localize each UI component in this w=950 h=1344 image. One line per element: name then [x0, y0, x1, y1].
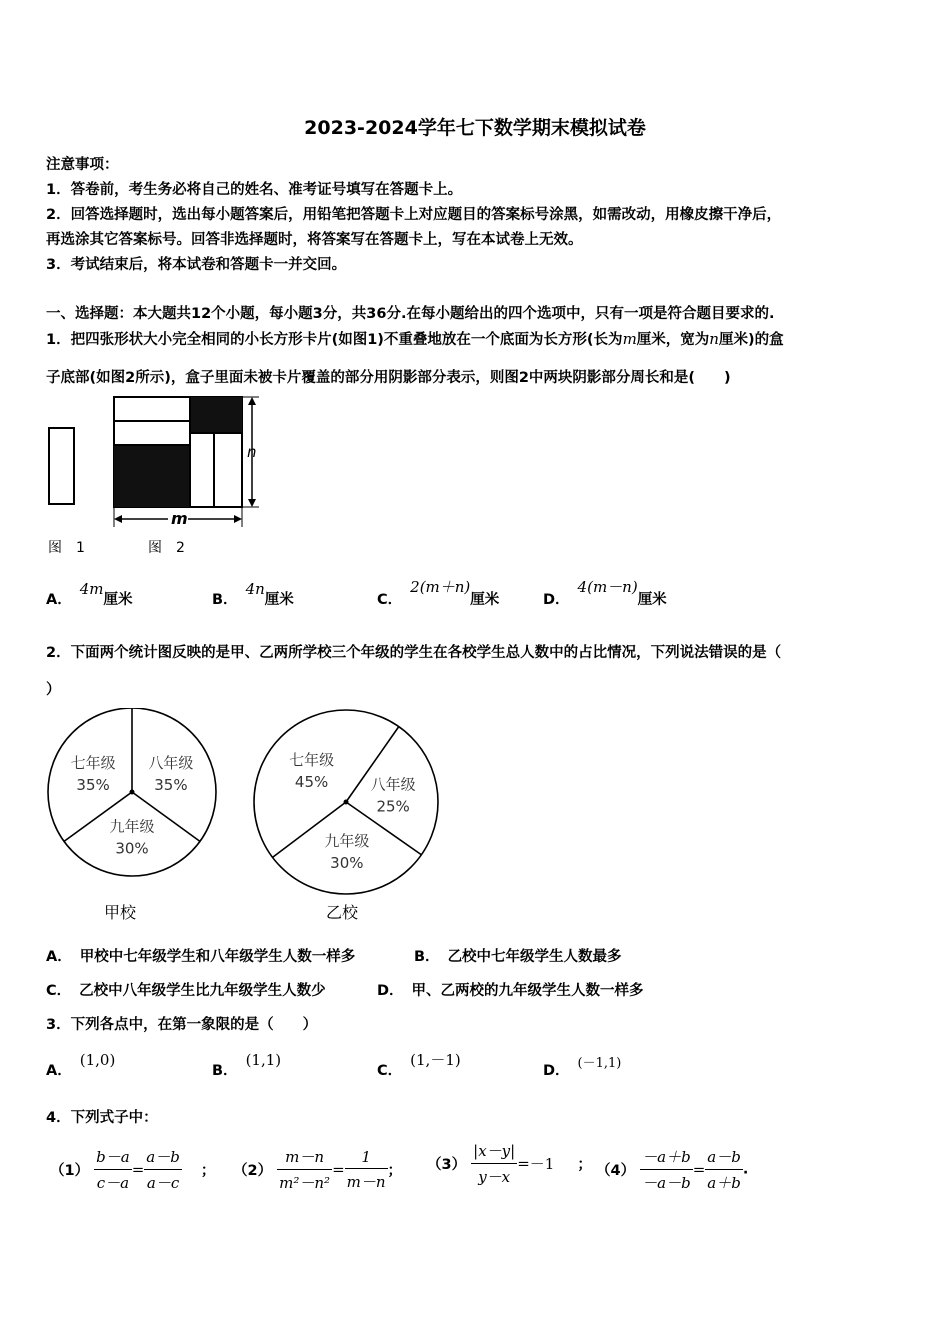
q1-option-c-unit: 厘米 — [470, 592, 500, 608]
pie-jia-name: 甲校 — [104, 903, 137, 922]
pie-jia-slice-pct: 35% — [154, 776, 188, 795]
q1-option-b-unit: 厘米 — [264, 592, 294, 608]
pie-jia-slice-label: 九年级 — [109, 817, 155, 836]
fig1-card — [49, 428, 74, 504]
q2-line1: 2．下面两个统计图反映的是甲、乙两所学校三个年级的学生在各校学生总人数中的占比情况，下列说法错误的是（ — [46, 645, 782, 661]
card-vertical-2 — [214, 433, 242, 507]
q1-option-d-expr: 4(m－n) — [577, 578, 638, 596]
q3-option-b-expr: (1,1) — [245, 1051, 282, 1069]
q1-option-a-expr: 4m — [79, 580, 104, 598]
shaded-top-right — [190, 397, 242, 433]
pie-jia-slice-label: 八年级 — [148, 754, 194, 773]
q2-option-c[interactable]: C． 乙校中八年级学生比九年级学生人数少 — [46, 983, 326, 999]
q3-option-c[interactable]: C．(1,－1) — [377, 1051, 461, 1079]
pie-jia-slice-label: 七年级 — [70, 754, 116, 773]
notice-item: 再选涂其它答案标号。回答非选择题时，将答案写在答题卡上，写在本试卷上无效。 — [46, 232, 583, 248]
notice-item: 2．回答选择题时，选出每小题答案后，用铅笔把答题卡上对应题目的答案标号涂黑，如需改动，用橡皮擦干净后， — [46, 207, 782, 223]
q1-option-b[interactable]: B．4n厘米 — [212, 580, 294, 608]
pie-chart-yi — [254, 710, 438, 894]
q1-option-b-expr: 4n — [245, 580, 265, 598]
q3-option-c-expr: (1,－1) — [410, 1051, 461, 1069]
fig2-label: 图 2 — [148, 540, 185, 556]
pie-yi-slice-pct: 45% — [294, 772, 329, 791]
pie-jia-slice-pct: 35% — [76, 776, 110, 795]
q3-text: 3．下列各点中，在第一象限的是（ ） — [46, 1017, 318, 1033]
q4-item-1: （1） $\frac{b-a}{c-a}$ = $\frac{a-b}{a-c}$ ； — [50, 1148, 216, 1192]
q1-var-n: n — [709, 330, 719, 348]
q4-text: 4．下列式子中： — [46, 1110, 158, 1126]
fig1-label: 图 1 — [48, 540, 85, 556]
q2-pie-charts — [44, 708, 444, 930]
shaded-bottom-left — [114, 445, 190, 507]
q4-item-2: （2） $\frac{m-n}{\text{m²－n²}}$ = $\frac{1}{m-n}$ ； — [233, 1147, 403, 1192]
q1-text-c: 厘米)的盒 — [718, 332, 784, 348]
q2-option-a[interactable]: A． 甲校中七年级学生和八年级学生人数一样多 — [46, 949, 356, 965]
q1-text-b: 厘米，宽为 — [636, 332, 710, 348]
notice-item: 3．考试结束后，将本试卷和答题卡一并交回。 — [46, 257, 347, 273]
section-heading: 一、选择题：本大题共12个小题，每小题3分，共36分.在每小题给出的四个选项中，只有一项是符合题目要求的. — [46, 306, 775, 322]
pie-yi-slice-label: 七年级 — [289, 750, 335, 769]
pie-chart-jia — [48, 708, 216, 876]
pie-yi-slice-pct: 30% — [330, 853, 364, 872]
q1-option-a[interactable]: A．4m厘米 — [46, 580, 133, 608]
q1-option-c-expr: 2(m＋n) — [410, 578, 471, 596]
dim-n-label: n — [247, 443, 257, 461]
q1-line2: 子底部(如图2所示)，盒子里面未被卡片覆盖的部分用阴影部分表示，则图2中两块阴影部分周长和是( ) — [46, 370, 731, 386]
q3-option-a-expr: (1,0) — [79, 1051, 116, 1069]
pie-yi-slice-label: 八年级 — [370, 775, 416, 794]
q4-item-4: （4） $\frac{-a+b}{-a-b}$ = $\frac{a-b}{a+b}$ . — [596, 1148, 749, 1192]
q1-figure — [44, 393, 274, 563]
card-horizontal-1 — [114, 397, 190, 421]
q1-option-d[interactable]: D．4(m－n)厘米 — [543, 578, 667, 608]
q1-var-m: m — [622, 330, 637, 348]
q3-option-b[interactable]: B．(1,1) — [212, 1051, 282, 1079]
pie-jia-center — [130, 790, 135, 795]
q3-option-d-expr: (－1,1) — [577, 1056, 622, 1071]
notice-item: 1．答卷前，考生务必将自己的姓名、准考证号填写在答题卡上。 — [46, 182, 463, 198]
pie-jia-slice-pct: 30% — [115, 839, 149, 858]
q4-item-3: （3） $\frac{|x-y|}{y-x}$ =－1 ； — [427, 1142, 592, 1186]
page-title: 2023-2024学年七下数学期末模拟试卷 — [304, 117, 646, 139]
dim-m-label: m — [171, 509, 188, 528]
pie-yi-slice-pct: 25% — [376, 797, 410, 816]
q3-option-d[interactable]: D． (－1,1) — [543, 1056, 622, 1079]
q2-line2: ） — [46, 682, 61, 698]
pie-yi-slice-label: 九年级 — [324, 831, 370, 850]
q1-option-c[interactable]: C．2(m＋n)厘米 — [377, 578, 500, 608]
q2-option-b[interactable]: B． 乙校中七年级学生人数最多 — [414, 949, 622, 965]
q1-line1 — [46, 328, 784, 349]
pie-yi-name: 乙校 — [326, 903, 359, 922]
card-horizontal-2 — [114, 421, 190, 445]
q1-option-a-unit: 厘米 — [103, 592, 133, 608]
q1-option-d-unit: 厘米 — [637, 592, 667, 608]
notice-heading: 注意事项： — [46, 157, 119, 173]
pie-yi-center — [344, 800, 349, 805]
q3-option-a[interactable]: A．(1,0) — [46, 1051, 116, 1079]
card-vertical-1 — [190, 433, 214, 507]
q1-text-a: 1．把四张形状大小完全相同的小长方形卡片(如图1)不重叠地放在一个底面为长方形(长为 — [46, 332, 623, 348]
q2-option-d[interactable]: D． 甲、乙两校的九年级学生人数一样多 — [377, 983, 644, 999]
